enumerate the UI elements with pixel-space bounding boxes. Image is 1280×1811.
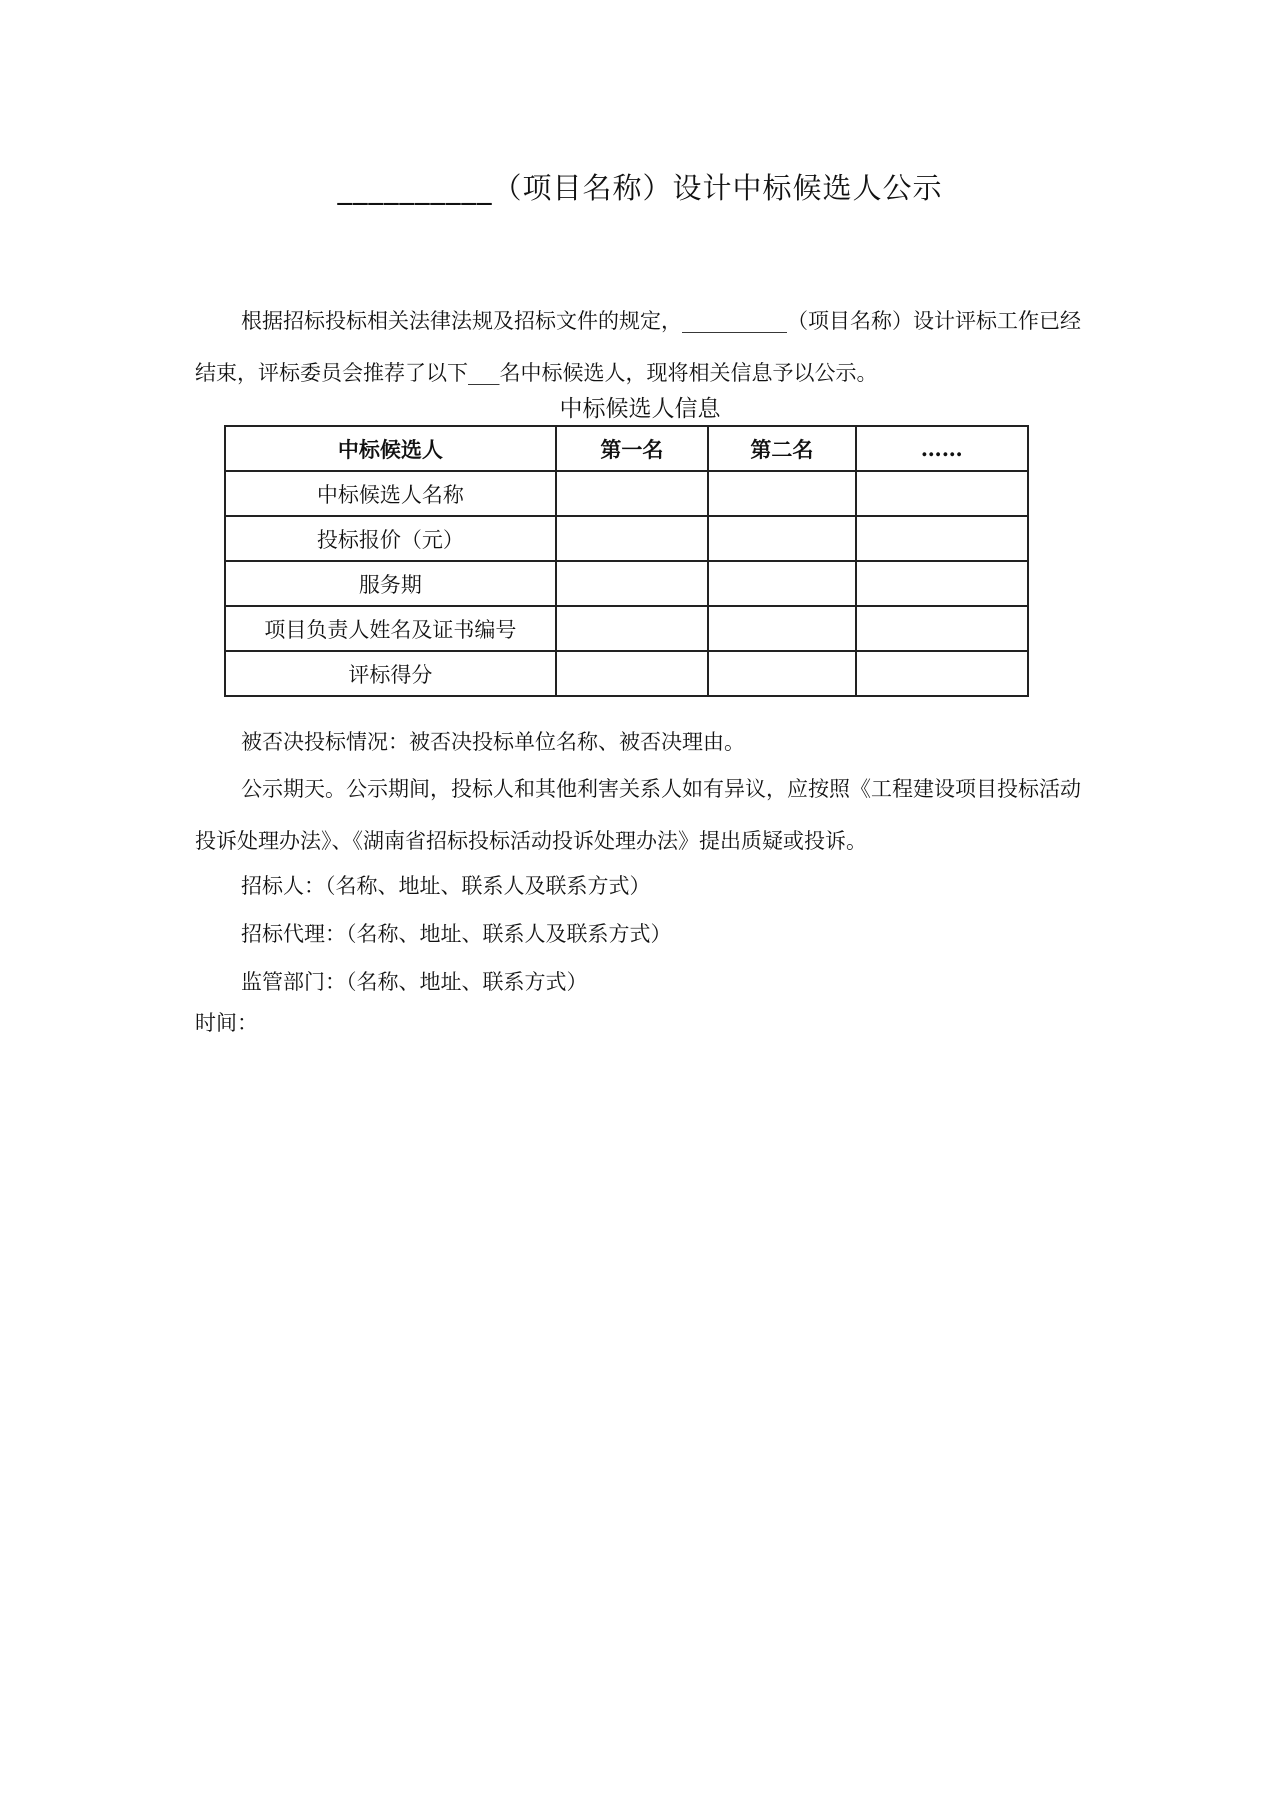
table-row <box>225 471 1028 516</box>
header-candidate: 中标候选人 <box>225 426 556 471</box>
agent-line: 招标代理：（名称、地址、联系人及联系方式） <box>241 922 672 946</box>
header-first: 第一名 <box>556 426 708 471</box>
table-cell <box>556 516 708 561</box>
table-cell <box>708 516 855 561</box>
table-cell <box>856 471 1028 516</box>
table-cell <box>708 561 855 606</box>
row-label-name: 中标候选人名称 <box>225 471 556 516</box>
table-cell <box>556 651 708 696</box>
rejected-bids-paragraph: 被否决投标情况：被否决投标单位名称、被否决理由。 <box>241 730 745 754</box>
table-row <box>225 516 1028 561</box>
table-cell <box>556 471 708 516</box>
table-cell <box>856 561 1028 606</box>
publicity-paragraph: 公示期天。公示期间，投标人和其他利害关系人如有异议，应按照《工程建设项目投标活动投诉处理办法》、《湖南省招标投标活动投诉处理办法》提出质疑或投诉。 <box>195 777 1081 853</box>
table-cell <box>708 606 855 651</box>
table-row <box>225 651 1028 696</box>
table-header-row <box>225 426 1028 471</box>
table-row <box>225 561 1028 606</box>
table-cell <box>556 606 708 651</box>
row-label-service-period: 服务期 <box>225 561 556 606</box>
row-label-bid-price: 投标报价（元） <box>225 516 556 561</box>
header-more: …… <box>856 426 1028 471</box>
header-second: 第二名 <box>708 426 855 471</box>
row-label-score: 评标得分 <box>225 651 556 696</box>
table-row <box>225 606 1028 651</box>
table-cell <box>708 651 855 696</box>
table-cell <box>708 471 855 516</box>
intro-paragraph: 根据招标投标相关法律法规及招标文件的规定，__________（项目名称）设计评标工作已经结束，评标委员会推荐了以下___名中标候选人，现将相关信息予以公示。 <box>195 309 1081 385</box>
table-caption: 中标候选人信息 <box>559 396 721 422</box>
page-title: __________（项目名称）设计中标候选人公示 <box>337 171 943 205</box>
tenderer-line: 招标人：（名称、地址、联系人及联系方式） <box>241 874 651 898</box>
row-label-project-leader: 项目负责人姓名及证书编号 <box>225 606 556 651</box>
candidate-table <box>224 425 1029 697</box>
table-cell <box>856 516 1028 561</box>
table-cell <box>556 561 708 606</box>
table-cell <box>856 606 1028 651</box>
time-line: 时间： <box>195 1011 258 1035</box>
supervisor-line: 监管部门：（名称、地址、联系方式） <box>241 970 588 994</box>
table-cell <box>856 651 1028 696</box>
